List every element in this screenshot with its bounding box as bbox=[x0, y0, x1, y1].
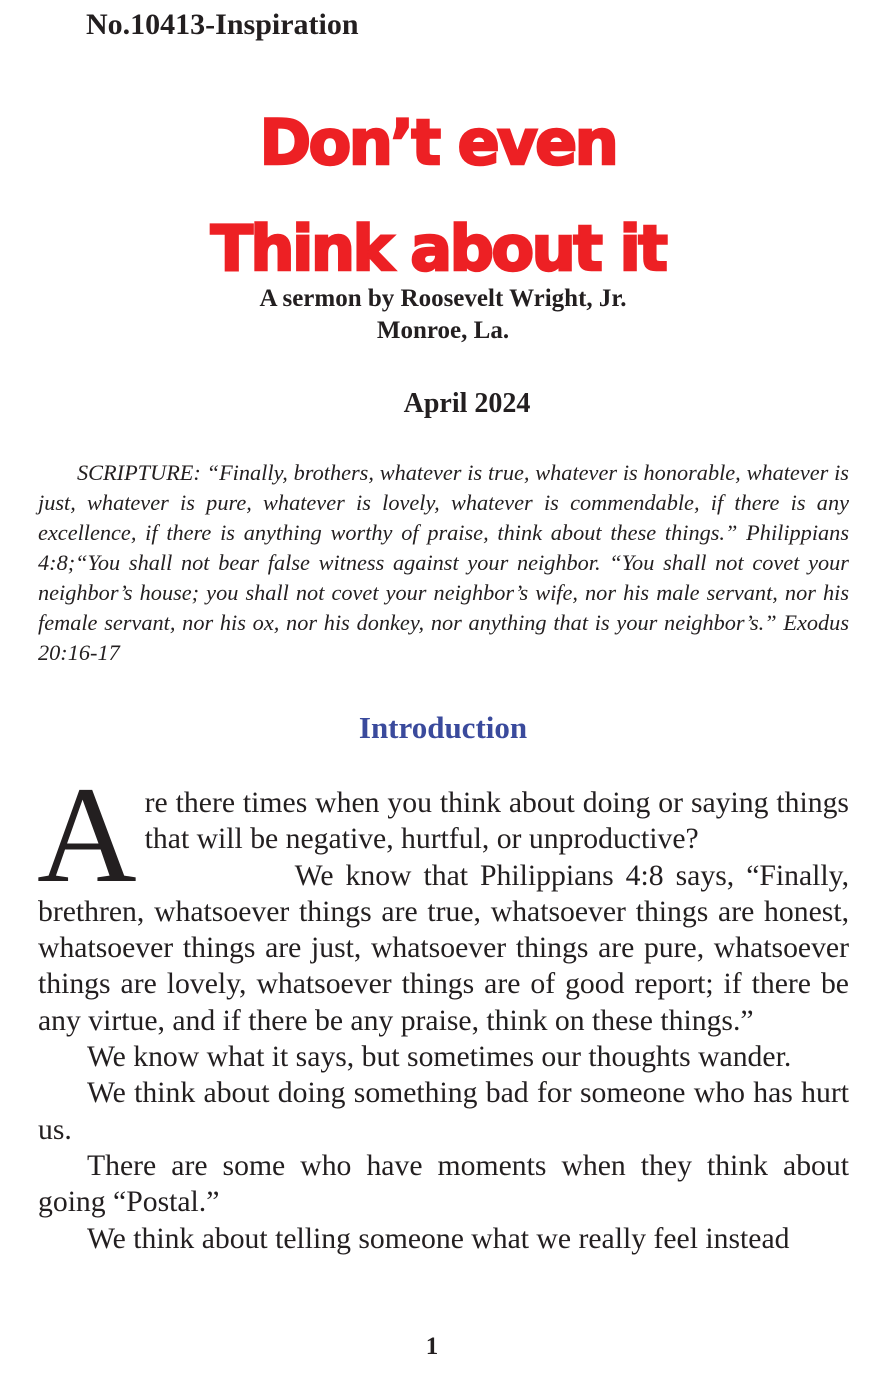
body-paragraph-2: We know that Philippians 4:8 says, “Finally, brethren, whatsoever things are true, whatsoever things are honest, whatsoever things are just, whatsoever things are pure, whatsoever things are lovely, whatsoever things are of good report; if there be any virtue, and if there be any praise, think on these things.” bbox=[38, 859, 849, 1037]
body-paragraph-4: We think about doing something bad for someone who has hurt us. bbox=[38, 1077, 849, 1146]
section-heading-introduction: Introduction bbox=[358, 710, 528, 745]
body-text bbox=[37, 758, 849, 1257]
author-location: Monroe, La. bbox=[376, 317, 510, 344]
body-paragraph-1-text: re there times when you think about doing or saying things that will be negative, hurtful, or unproductive? bbox=[144, 787, 849, 856]
page-number: 1 bbox=[425, 1333, 439, 1360]
sermon-date: April 2024 bbox=[403, 388, 531, 419]
body-paragraph-3: We know what it says, but sometimes our thoughts wander. bbox=[87, 1041, 792, 1074]
body-paragraph-5: There are some who have moments when they think about going “Postal.” bbox=[38, 1149, 849, 1219]
body-paragraph-1 bbox=[37, 758, 849, 911]
scripture-passage: SCRIPTURE: “Finally, brothers, whatever is true, whatever is honorable, whatever is just, whatever is pure, whatever is lovely, whatever is commendable, if there is any excellence, if there is anything worthy of praise, think about these things.” Philippians 4:8;“You shall not bear false witness against your neighbor. “You shall not covet your neighbor’s house; you shall not covet your neighbor’s wife, nor his male servant, nor his female servant, nor his ox, nor his donkey, nor anything that is your neighbor’s.” Exodus 20:16-17 bbox=[38, 460, 849, 665]
sermon-title-line-2: Think about it bbox=[210, 212, 666, 285]
author-byline: A sermon by Roosevelt Wright, Jr. bbox=[259, 285, 627, 312]
sermon-title-line-1: Don’t even bbox=[259, 106, 617, 179]
body-paragraph-6: We think about telling someone what we really feel instead bbox=[87, 1222, 790, 1255]
document-number: No.10413-Inspiration bbox=[86, 8, 359, 41]
drop-cap: A bbox=[37, 758, 137, 911]
